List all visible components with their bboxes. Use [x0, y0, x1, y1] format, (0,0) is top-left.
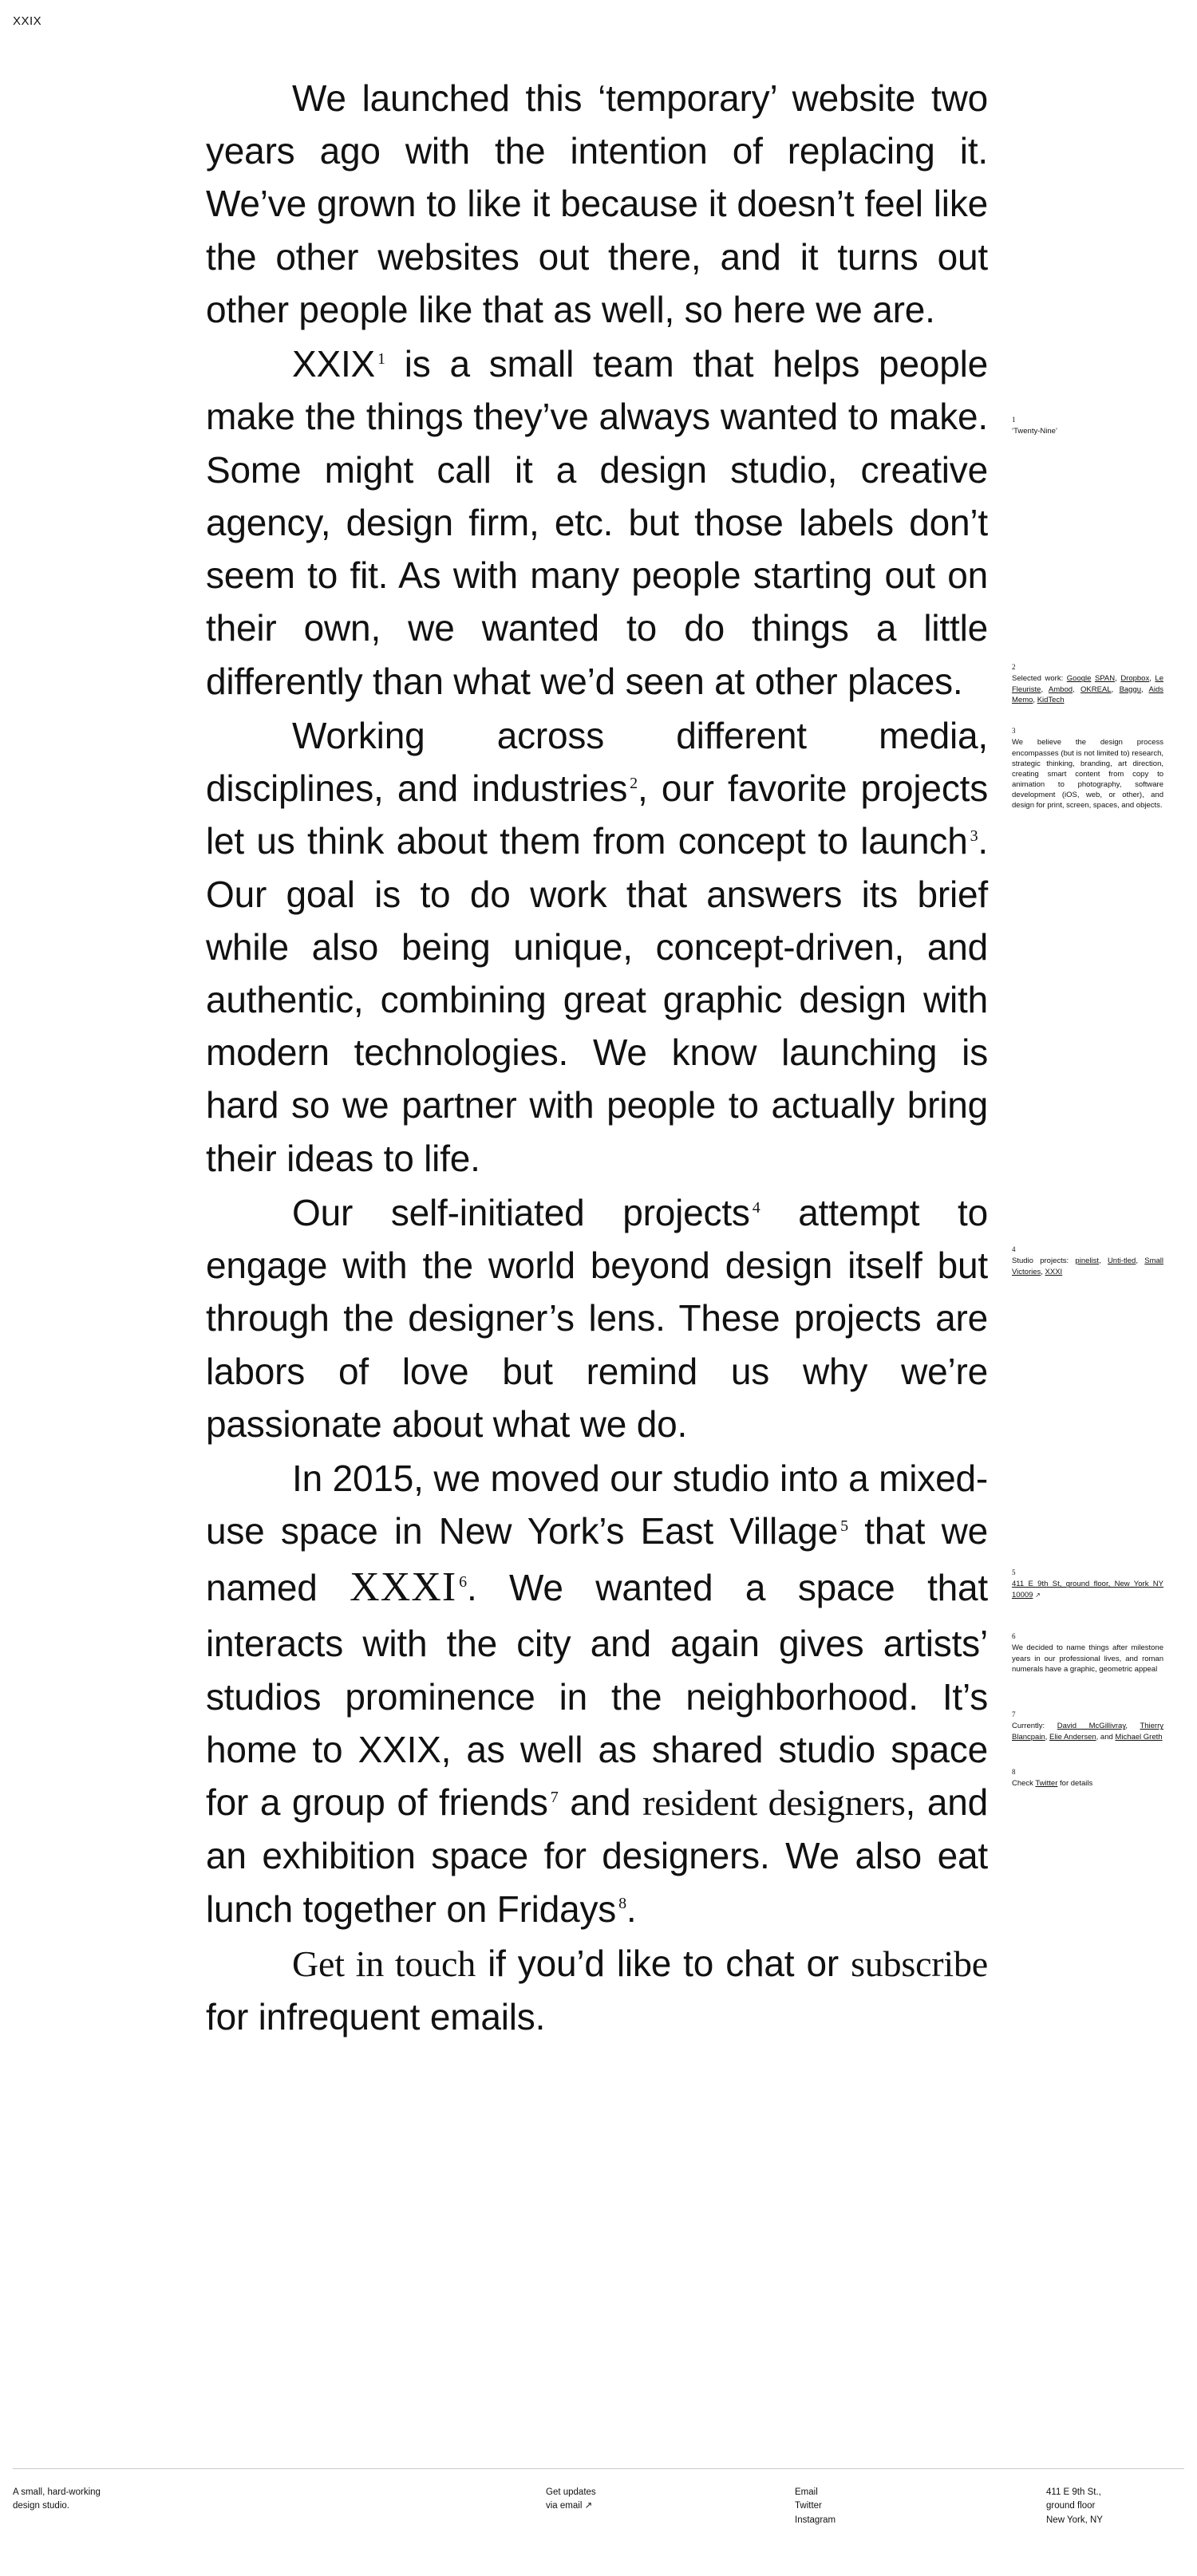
- margin-note-2: 2 Selected work: Google SPAN, Dropbox, Le Fleuriste, Ambod, OKREAL, Baggu, Aids Memo, KidTech: [1012, 663, 1163, 704]
- paragraph-work-seg3: . Our goal is to do work that answers its brief while also being unique, concept-driven, and authentic, combining great graphic design with modern technologies. We know launching is hard so we partner with people to actually bring their ideas to life.: [206, 820, 988, 1179]
- note-link-smallvictories[interactable]: Small Victories: [1012, 1256, 1164, 1276]
- footer-address-line-2: ground floor: [1046, 2501, 1096, 2511]
- footnote-ref-4[interactable]: 4: [752, 1198, 760, 1217]
- margin-note-8-suffix: for details: [1057, 1779, 1093, 1789]
- note-link-kidtech[interactable]: KidTech: [1037, 695, 1065, 704]
- margin-note-5: [1012, 1568, 1163, 1600]
- margin-note-7-number: 7: [1012, 1710, 1016, 1718]
- footer-updates-link[interactable]: via email ↗: [546, 2501, 593, 2511]
- margin-note-1: [1012, 415, 1163, 437]
- margin-note-3: [1012, 726, 1163, 811]
- subscribe-link[interactable]: subscribe: [851, 1943, 988, 1984]
- margin-note-3-text: We believe the design process encompasses (but is not limited to) research, strategic thinking, branding, art direction, creating smart content from copy to animation to photography, software development (iOS, web, or other), and design for print, screen, spaces, and objects.: [1012, 738, 1163, 811]
- note-link-span[interactable]: SPAN: [1094, 674, 1116, 684]
- footer-tagline-line-1: A small, hard-working: [13, 2487, 101, 2497]
- paragraph-studio-seg4: and: [558, 1781, 643, 1824]
- site-logo[interactable]: XXIX: [13, 14, 42, 28]
- paragraph-work-seg2: , our favorite projects let us think about them from concept to launch: [206, 767, 988, 862]
- note-link-thierry-blancpain[interactable]: Thierry Blancpain: [1012, 1722, 1163, 1742]
- footer-tagline-line-2: design studio.: [13, 2501, 69, 2511]
- footer-address-line-3: New York, NY: [1046, 2515, 1103, 2525]
- paragraph-work-seg1: Working across different media, disciplines, and industries: [206, 714, 988, 810]
- footnote-ref-1[interactable]: 1: [377, 349, 385, 368]
- margin-note-4-number: 4: [1012, 1245, 1016, 1253]
- resident-designers-link[interactable]: resident designers: [642, 1782, 906, 1824]
- xxxi-wordmark[interactable]: XXXI: [350, 1564, 457, 1610]
- paragraph-studio-seg5: , and an exhibition space for designers. We also eat lunch together on Fridays: [206, 1781, 988, 1930]
- paragraph-self-initiated: [206, 1186, 988, 1450]
- margin-note-5-number: 5: [1012, 1568, 1016, 1576]
- paragraph-contact: [206, 1937, 988, 2043]
- note-link-okreal[interactable]: OKREAL: [1080, 684, 1112, 694]
- paragraph-contact-seg2: for infrequent emails.: [206, 1996, 546, 2038]
- margin-note-4: 4 Studio projects: pinelist, Unti-tled, Small Victories, XXXI: [1012, 1245, 1164, 1276]
- note-link-david-mcgillivray[interactable]: David McGillivray: [1057, 1722, 1126, 1731]
- note-link-aidsmemo[interactable]: Aids Memo: [1012, 684, 1163, 704]
- note-link-address[interactable]: 411 E 9th St, ground floor, New York NY 10009: [1012, 1580, 1163, 1600]
- footnote-ref-3[interactable]: 3: [970, 826, 978, 845]
- external-link-arrow-icon: ↗: [1035, 1591, 1041, 1599]
- paragraph-contact-seg1: if you’d like to chat or: [476, 1942, 851, 1984]
- footnote-ref-6[interactable]: 6: [459, 1573, 467, 1592]
- site-footer: [0, 2486, 1197, 2558]
- note-link-google[interactable]: Google: [1066, 674, 1092, 684]
- margin-note-8-number: 8: [1012, 1768, 1016, 1776]
- note-link-ambod[interactable]: Ambod: [1048, 684, 1073, 694]
- paragraph-studio-seg3: . We wanted a space that interacts with the city and again gives artists’ studios prominence in the neighborhood. It’s home to XXIX, as well as shared studio space for a group of friends: [206, 1566, 988, 1824]
- margin-note-4-prefix: Studio projects:: [1012, 1256, 1076, 1266]
- paragraph-work: [206, 709, 988, 1185]
- paragraph-studio-seg1: In 2015, we moved our studio into a mixed-use space in New York’s East Village: [206, 1458, 988, 1552]
- paragraph-about-lead: XXIX: [292, 343, 376, 385]
- paragraph-self-initiated-seg1: Our self-initiated projects: [292, 1191, 750, 1233]
- paragraph-studio-seg2: that we named: [206, 1510, 988, 1608]
- footer-address-line-1: 411 E 9th St.,: [1046, 2487, 1101, 2497]
- footer-address: [1046, 2486, 1197, 2527]
- note-link-elie-andersen[interactable]: Elie Andersen: [1049, 1732, 1096, 1742]
- margin-note-1-number: 1: [1012, 416, 1016, 424]
- paragraph-about-text: is a small team that helps people make the things they’ve always wanted to make. Some might call it a design studio, creative agency, design firm, etc. but those labels don’t seem to fit. As with many people starting out on their own, we wanted to do things a little differently than what we’d seen at other places.: [206, 343, 988, 702]
- footer-social: [795, 2486, 954, 2527]
- margin-note-7-prefix: Currently:: [1012, 1722, 1057, 1731]
- paragraph-intro-text: We launched this ‘temporary’ website two years ago with the intention of replacing it. We’ve grown to like it because it doesn’t feel like the other websites out there, and it turns out other people like that as well, so here we are.: [206, 77, 988, 330]
- margin-note-8: [1012, 1767, 1163, 1789]
- note-link-baggu[interactable]: Baggu: [1119, 684, 1142, 694]
- margin-note-2-prefix: Selected work:: [1012, 674, 1067, 684]
- footnote-ref-2[interactable]: 2: [630, 774, 638, 792]
- footer-updates: [546, 2486, 705, 2514]
- paragraph-studio-seg6: .: [626, 1888, 637, 1930]
- note-link-lefleuriste[interactable]: Le Fleuriste: [1012, 674, 1163, 694]
- margin-note-6: [1012, 1631, 1163, 1675]
- note-link-untitled[interactable]: Unti-tled: [1107, 1256, 1136, 1266]
- margin-note-2-number: 2: [1012, 663, 1016, 671]
- paragraph-studio: [206, 1452, 988, 1935]
- footnote-ref-7[interactable]: 7: [550, 1788, 559, 1806]
- margin-note-1-text: ‘Twenty-Nine’: [1012, 427, 1058, 436]
- get-in-touch-link[interactable]: Get in touch: [292, 1943, 476, 1984]
- margin-note-6-text: We decided to name things after milestone years in our professional lives, and roman numerals have a graphic, geometric appeal: [1012, 1643, 1163, 1674]
- footer-updates-label: Get updates: [546, 2487, 596, 2497]
- footer-divider: [13, 2468, 1184, 2469]
- paragraph-intro: [206, 72, 988, 336]
- margin-note-7: 7 Currently: David McGillivray, Thierry Blancpain, Elie Andersen, and Michael Greth: [1012, 1710, 1163, 1742]
- margin-note-6-number: 6: [1012, 1632, 1016, 1640]
- footnote-ref-8[interactable]: 8: [618, 1895, 626, 1913]
- note-link-michael-greth[interactable]: Michael Greth: [1115, 1732, 1163, 1742]
- note-link-dropbox[interactable]: Dropbox: [1120, 674, 1150, 684]
- footer-link-twitter[interactable]: Twitter: [795, 2501, 822, 2511]
- footer-link-instagram[interactable]: Instagram: [795, 2515, 836, 2525]
- footer-link-email[interactable]: Email: [795, 2487, 818, 2497]
- margin-note-3-number: 3: [1012, 727, 1016, 735]
- article-body: [206, 72, 988, 2043]
- footer-tagline: [13, 2486, 220, 2514]
- note-link-twitter[interactable]: Twitter: [1035, 1779, 1058, 1789]
- note-link-pinelist[interactable]: pinelist: [1075, 1256, 1099, 1266]
- paragraph-self-initiated-seg2: attempt to engage with the world beyond design itself but through the designer’s lens. These projects are labors of love but remind us why we’re passionate about what we do.: [206, 1191, 988, 1445]
- margin-note-8-prefix: Check: [1012, 1779, 1036, 1789]
- footnote-ref-5[interactable]: 5: [840, 1517, 848, 1535]
- paragraph-about: [206, 337, 988, 708]
- note-link-xxxi[interactable]: XXXI: [1045, 1267, 1063, 1276]
